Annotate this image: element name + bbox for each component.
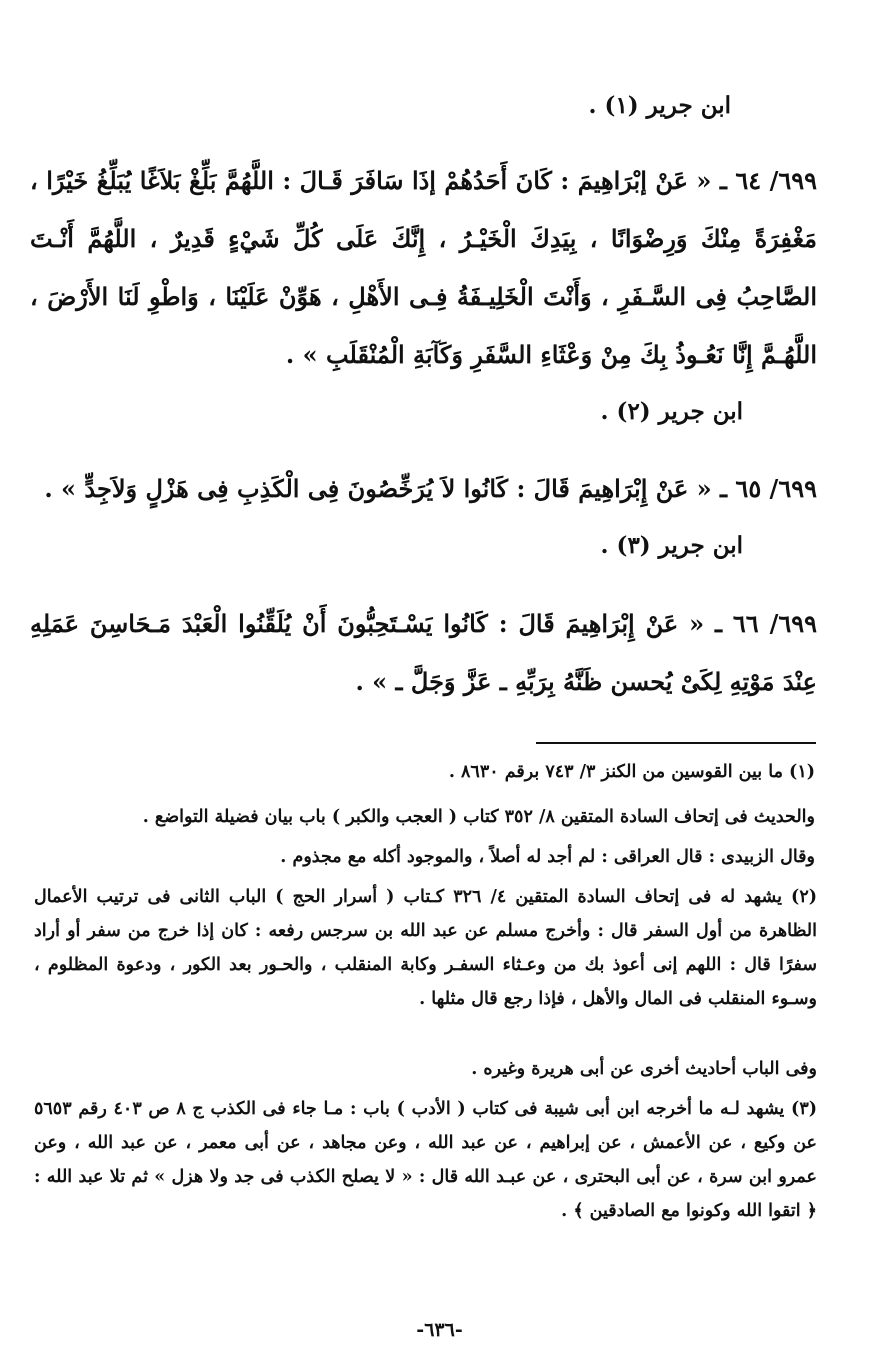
footnote-3: (٣) يشهد لـه ما أخرجه ابن أبى شيبة فى كتاب ( الأدب ) باب : مـا جاء فى الكذب ج ٨ ص ٤٠٣ رقم ٥٦٥٣ عن وكيع ، عن الأعمش ، عن إبراهيم ، عن عبد الله ، وعن مجاهد ، عن أبى معمر ، عن عبد الله ، وعن عمرو ابن سرة ، عن أبى البحترى ، عن عبـد الله قال : « لا يصلح الكذب فى جد ولا هزل » ثم تلا عبد الله : ﴿ اتقوا الله وكونوا مع الصادقين ﴾ . [34, 1099, 817, 1221]
footnote-1-line-1: (١) ما بين القوسين من الكنز ٣/ ٧٤٣ برقم ٨٦٣٠ . [448, 762, 815, 782]
attribution-1: ابن جرير (١) . [588, 92, 731, 119]
hadith-64: ٦٩٩/ ٦٤ ـ « عَنْ إبْرَاهِيمَ : كَانَ أَحَدُهُمْ إذَا سَافَرَ قَـالَ : اللَّهُمَّ بَلِّغْ بَلاَغًا يُبَلِّغُ خَيْرًا ، مَغْفِرَةً مِنْكَ وَرِضْوَانًا ، بِيَدِكَ الْخَيْـرُ ، إِنَّكَ عَلَى كُلِّ شَيْءٍ قَدِيرٌ ، اللَّهُمَّ أَنْـتَ الصَّاحِبُ فِى السَّـفَرِ ، وَأَنْتَ الْخَلِيـفَةُ فِـى الأَهْلِ ، هَوِّنْ عَلَيْنَا ، وَاطْوِ لَنَا الأَرْضَ ، اللَّهُـمَّ إِنَّا نَعُـوذُ بِكَ مِنْ وَعْثَاءِ السَّفَرِ وَكَآبَةِ الْمُنْقَلَبِ » . [30, 166, 818, 369]
page-number: -٦٣٦- [416, 1319, 463, 1341]
hadith-66: ٦٩٩/ ٦٦ ـ « عَنْ إِبْرَاهِيمَ قَالَ : كَانُوا يَسْـتَحِبُّونَ أَنْ يُلَقِّنُوا الْعَبْدَ مَـحَاسِنَ عَمَلِهِ عِنْدَ مَوْتِهِ لِكَىْ يُحسن ظَنَّهُ بِرَبِّهِ ـ عَزَّ وَجَلَّ ـ » . [30, 609, 818, 696]
footnote-1-line-3: وقال الزبيدى : قال العراقى : لم أجد له أصلاً ، والموجود أكله مع مجذوم . [280, 847, 815, 867]
footnote-2-extra: وفى الباب أحاديث أخرى عن أبى هريرة وغيره . [471, 1059, 817, 1079]
hadith-65: ٦٩٩/ ٦٥ ـ « عَنْ إِبْرَاهِيمَ قَالَ : كَانُوا لاَ يُرَخِّصُونَ فِى الْكَذِبِ فِى هَزْلٍ وَلاَجِدٍّ » . [44, 474, 817, 503]
attribution-2: ابن جرير (٢) . [600, 398, 743, 425]
footnote-1-line-2: والحديث فى إتحاف السادة المتقين ٨/ ٣٥٢ كتاب ( العجب والكبر ) باب بيان فضيلة التواضع . [142, 807, 815, 827]
attribution-3: ابن جرير (٣) . [600, 532, 743, 559]
footnote-divider [536, 742, 816, 744]
footnote-2: (٢) يشهد له فى إتحاف السادة المتقين ٤/ ٣٢٦ كـتاب ( أسرار الحج ) الباب الثانى فى ترتيب الأعمال الظاهرة من أول السفر قال : وأخرج مسلم عن عبد الله بن سرجس رفعه : كان إذا خرج من سفر أو أراد سفرًا قال : اللهم إنى أعوذ بك من وعـثاء السفـر وكابة المنقلب ، والحـور بعد الكور ، ودعوة المظلوم ، وسـوء المنقلب فى المال والأهل ، فإذا رجع قال مثلها . [34, 887, 818, 1009]
